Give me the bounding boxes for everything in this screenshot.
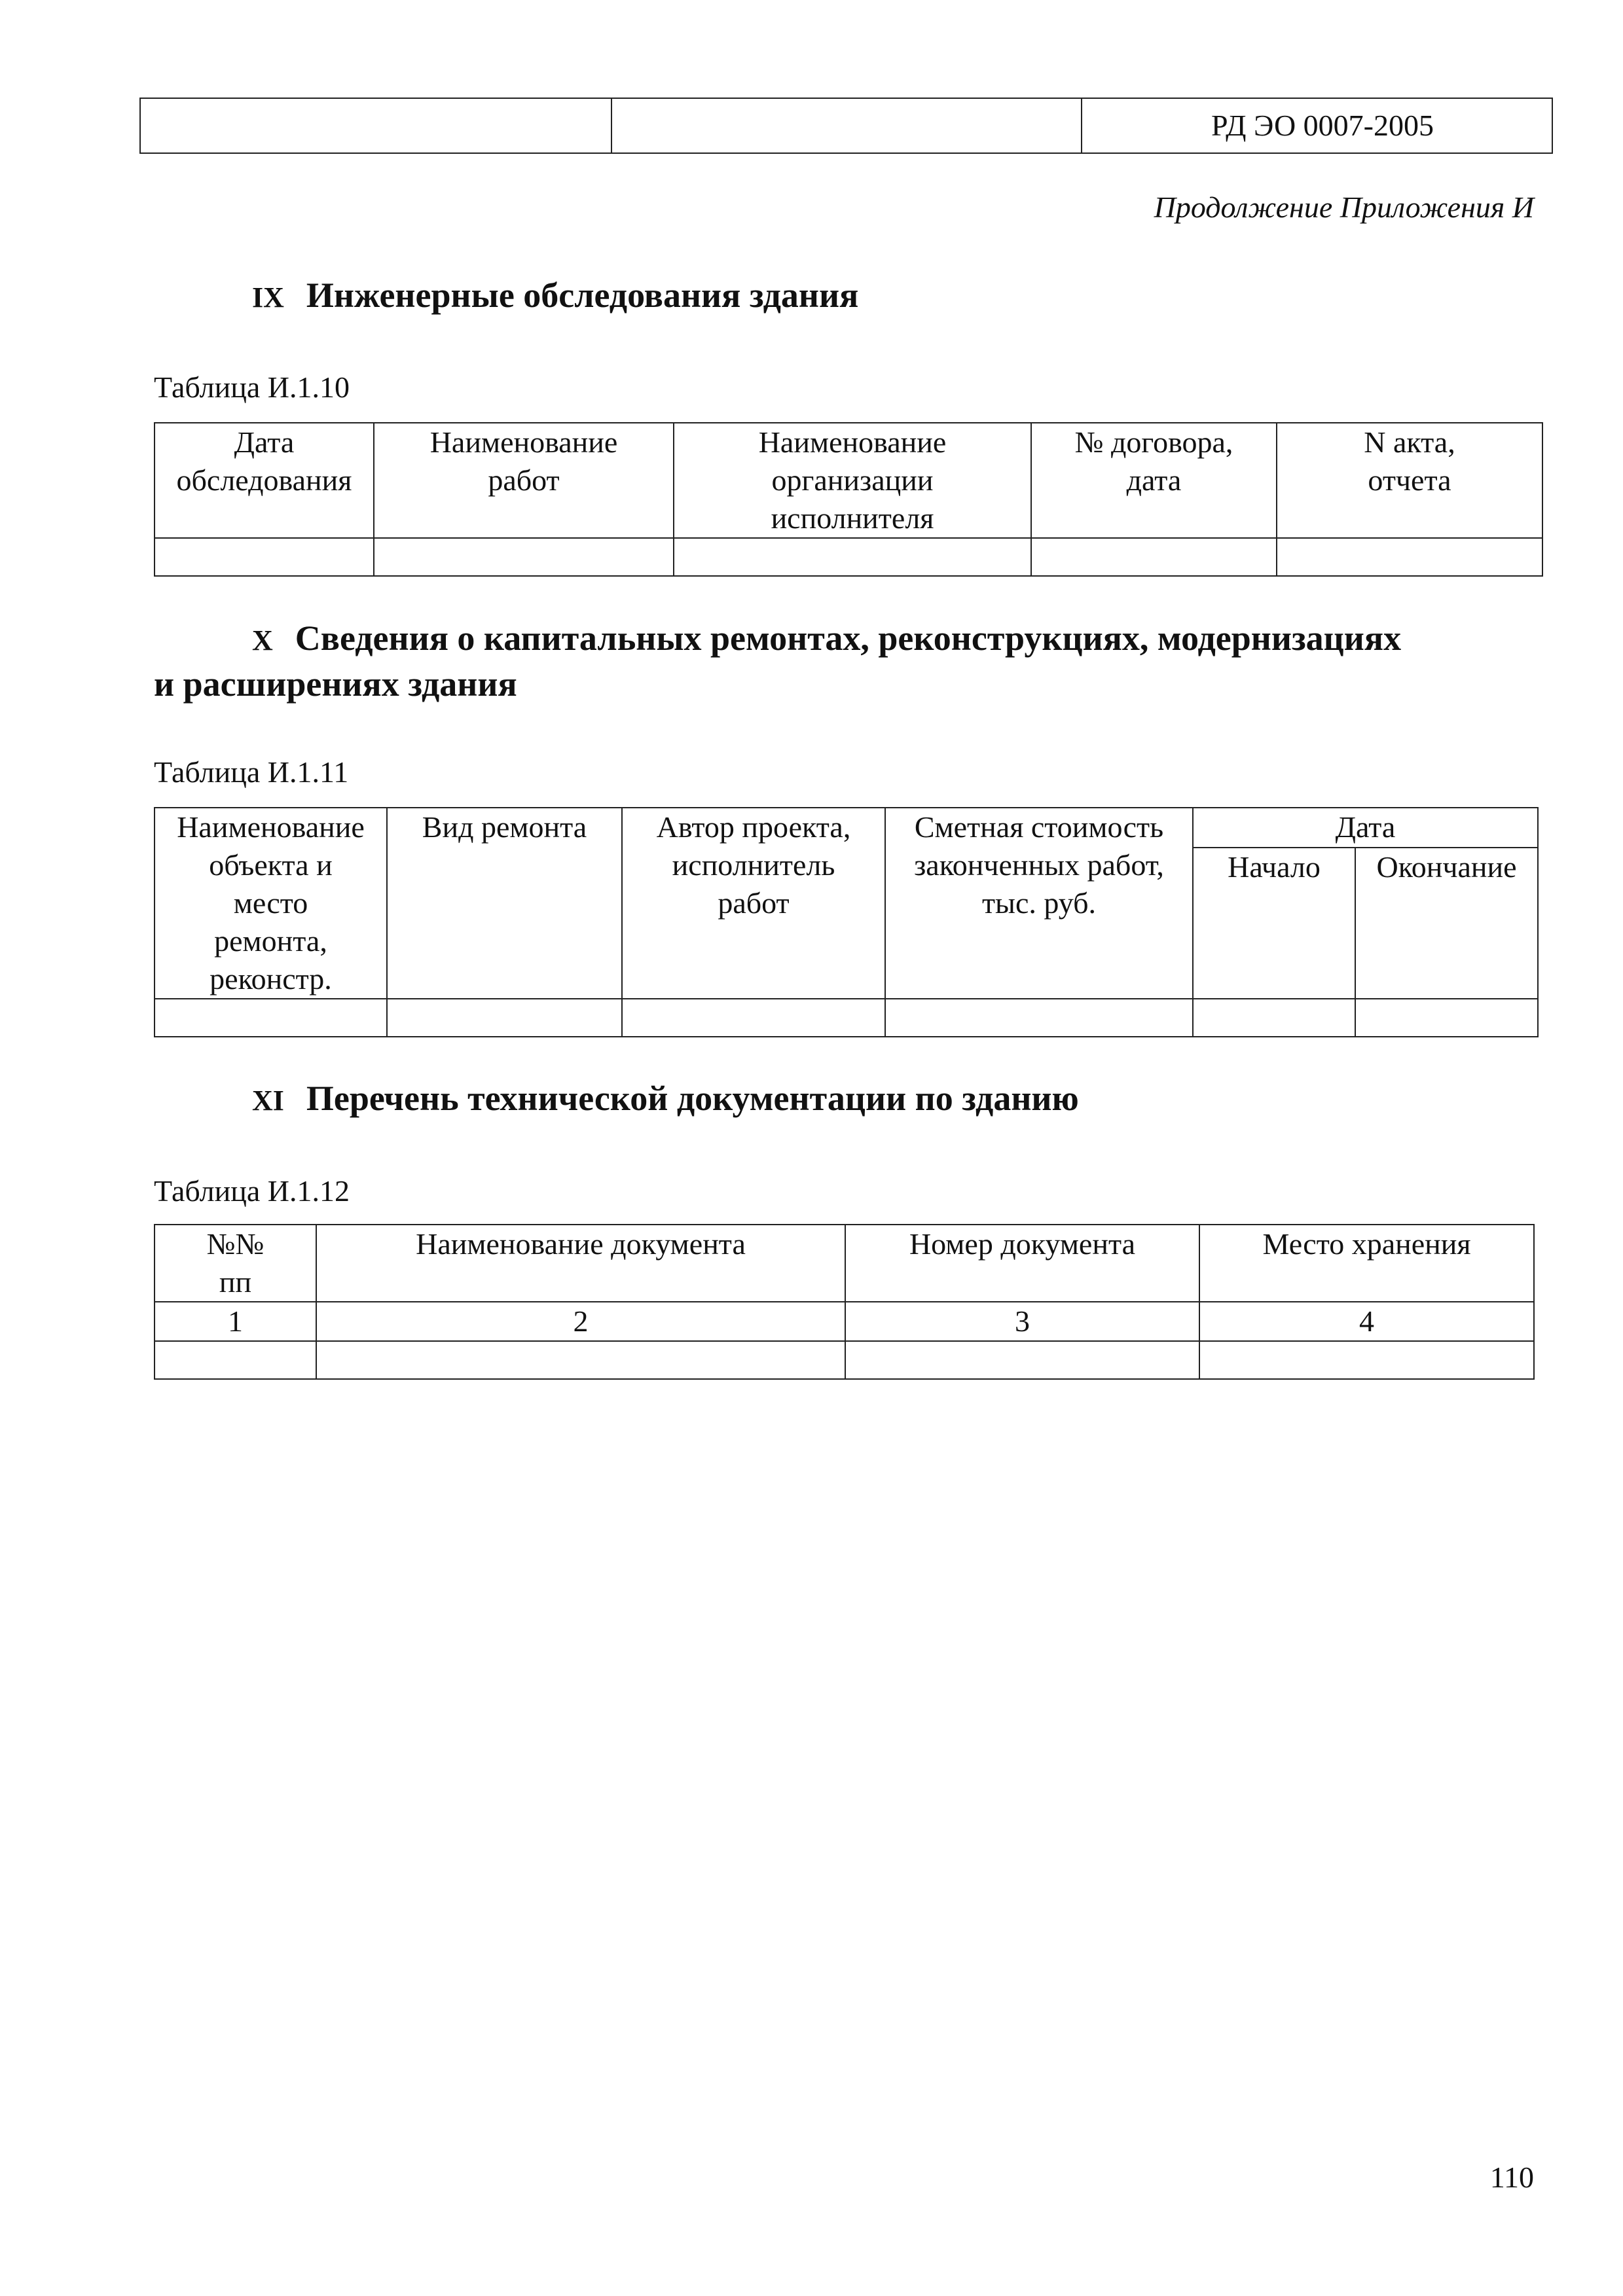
empty-cell bbox=[674, 538, 1031, 576]
table-12 bbox=[154, 1224, 1535, 1380]
header-line: Автор проекта, bbox=[656, 810, 851, 844]
table-row bbox=[155, 538, 1542, 576]
section-11-title: Перечень технической документации по зданию bbox=[306, 1079, 1079, 1118]
table-11-header-date: Дата bbox=[1193, 808, 1538, 848]
section-10-heading bbox=[154, 617, 1555, 706]
table-10-header-date bbox=[155, 423, 374, 538]
table-row bbox=[155, 1302, 1534, 1341]
table-12-header-number bbox=[155, 1225, 316, 1302]
table-11-header-object bbox=[155, 808, 387, 999]
empty-cell bbox=[155, 538, 374, 576]
table-11-header-repair-type bbox=[387, 808, 622, 999]
header-line: ремонта, bbox=[214, 924, 327, 958]
table-12-header-doc-number bbox=[845, 1225, 1199, 1302]
header-line: Вид ремонта bbox=[422, 810, 587, 844]
header-line: организации bbox=[771, 463, 934, 497]
section-9-title: Инженерные обследования здания bbox=[306, 276, 859, 315]
empty-cell bbox=[155, 1341, 316, 1379]
table-10 bbox=[154, 422, 1543, 577]
table-11-caption: Таблица И.1.11 bbox=[154, 755, 349, 789]
section-11-number: XI bbox=[252, 1085, 284, 1117]
empty-cell bbox=[155, 999, 387, 1037]
header-line: дата bbox=[1126, 463, 1182, 497]
table-12-header-storage bbox=[1199, 1225, 1534, 1302]
header-line: Место хранения bbox=[1262, 1227, 1471, 1261]
continuation-note: Продолжение Приложения И bbox=[1154, 190, 1534, 224]
header-cell-2 bbox=[611, 98, 1082, 153]
header-line: № договора, bbox=[1074, 425, 1233, 459]
table-12-caption: Таблица И.1.12 bbox=[154, 1174, 350, 1208]
section-11-heading bbox=[252, 1077, 1079, 1122]
empty-cell bbox=[1031, 538, 1277, 576]
header-line: N акта, bbox=[1364, 425, 1455, 459]
header-line: Наименование документа bbox=[416, 1227, 746, 1261]
table-row bbox=[155, 1341, 1534, 1379]
empty-cell bbox=[387, 999, 622, 1037]
table-10-header-work-name bbox=[374, 423, 674, 538]
table-row bbox=[155, 999, 1538, 1037]
header-line: №№ bbox=[206, 1227, 264, 1261]
table-10-header-organization bbox=[674, 423, 1031, 538]
header-line: объекта и bbox=[209, 848, 333, 882]
header-line: Номер документа bbox=[909, 1227, 1136, 1261]
header-line: работ bbox=[718, 886, 790, 920]
table-11-header-cost bbox=[885, 808, 1193, 999]
header-line: работ bbox=[488, 463, 560, 497]
section-10-number: X bbox=[252, 624, 273, 656]
page-number: 110 bbox=[1489, 2161, 1534, 2194]
header-line: отчета bbox=[1368, 463, 1451, 497]
table-12-header-doc-name bbox=[316, 1225, 845, 1302]
section-9-number: IX bbox=[252, 281, 284, 314]
empty-cell bbox=[1193, 999, 1355, 1037]
header-line: место bbox=[233, 886, 308, 920]
header-line: Наименование bbox=[758, 425, 947, 459]
empty-cell bbox=[885, 999, 1193, 1037]
document-code: РД ЭО 0007-2005 bbox=[1082, 98, 1552, 153]
header-line: Сметная стоимость bbox=[914, 810, 1164, 844]
table-11-header-author bbox=[622, 808, 885, 999]
header-line: пп bbox=[219, 1265, 252, 1299]
column-number-cell: 4 bbox=[1199, 1302, 1534, 1341]
empty-cell bbox=[1355, 999, 1538, 1037]
empty-cell bbox=[316, 1341, 845, 1379]
empty-cell bbox=[1277, 538, 1542, 576]
column-number-cell: 2 bbox=[316, 1302, 845, 1341]
header-line: обследования bbox=[176, 463, 352, 497]
table-11-header-end: Окончание bbox=[1355, 848, 1538, 999]
header-line: Дата bbox=[234, 425, 295, 459]
section-10-title-line-1: Сведения о капитальных ремонтах, реконструкциях, модернизациях bbox=[295, 619, 1402, 658]
table-10-header-contract bbox=[1031, 423, 1277, 538]
header-line: Наименование bbox=[429, 425, 618, 459]
empty-cell bbox=[1199, 1341, 1534, 1379]
table-11 bbox=[154, 807, 1539, 1037]
table-10-header-act bbox=[1277, 423, 1542, 538]
table-11-header-start: Начало bbox=[1193, 848, 1355, 999]
header-table bbox=[139, 98, 1553, 154]
table-10-caption: Таблица И.1.10 bbox=[154, 370, 350, 404]
header-line: исполнителя bbox=[771, 501, 934, 535]
empty-cell bbox=[845, 1341, 1199, 1379]
column-number-cell: 3 bbox=[845, 1302, 1199, 1341]
header-line: реконстр. bbox=[210, 962, 332, 996]
header-line: тыс. руб. bbox=[981, 886, 1097, 920]
header-line: законченных работ, bbox=[914, 848, 1164, 882]
header-cell-1 bbox=[140, 98, 611, 153]
header-line: Наименование bbox=[177, 810, 365, 844]
header-line: исполнитель bbox=[672, 848, 835, 882]
section-9-heading bbox=[252, 274, 858, 319]
section-10-title-line-2: и расширениях здания bbox=[154, 664, 517, 704]
empty-cell bbox=[622, 999, 885, 1037]
column-number-cell: 1 bbox=[155, 1302, 316, 1341]
empty-cell bbox=[374, 538, 674, 576]
